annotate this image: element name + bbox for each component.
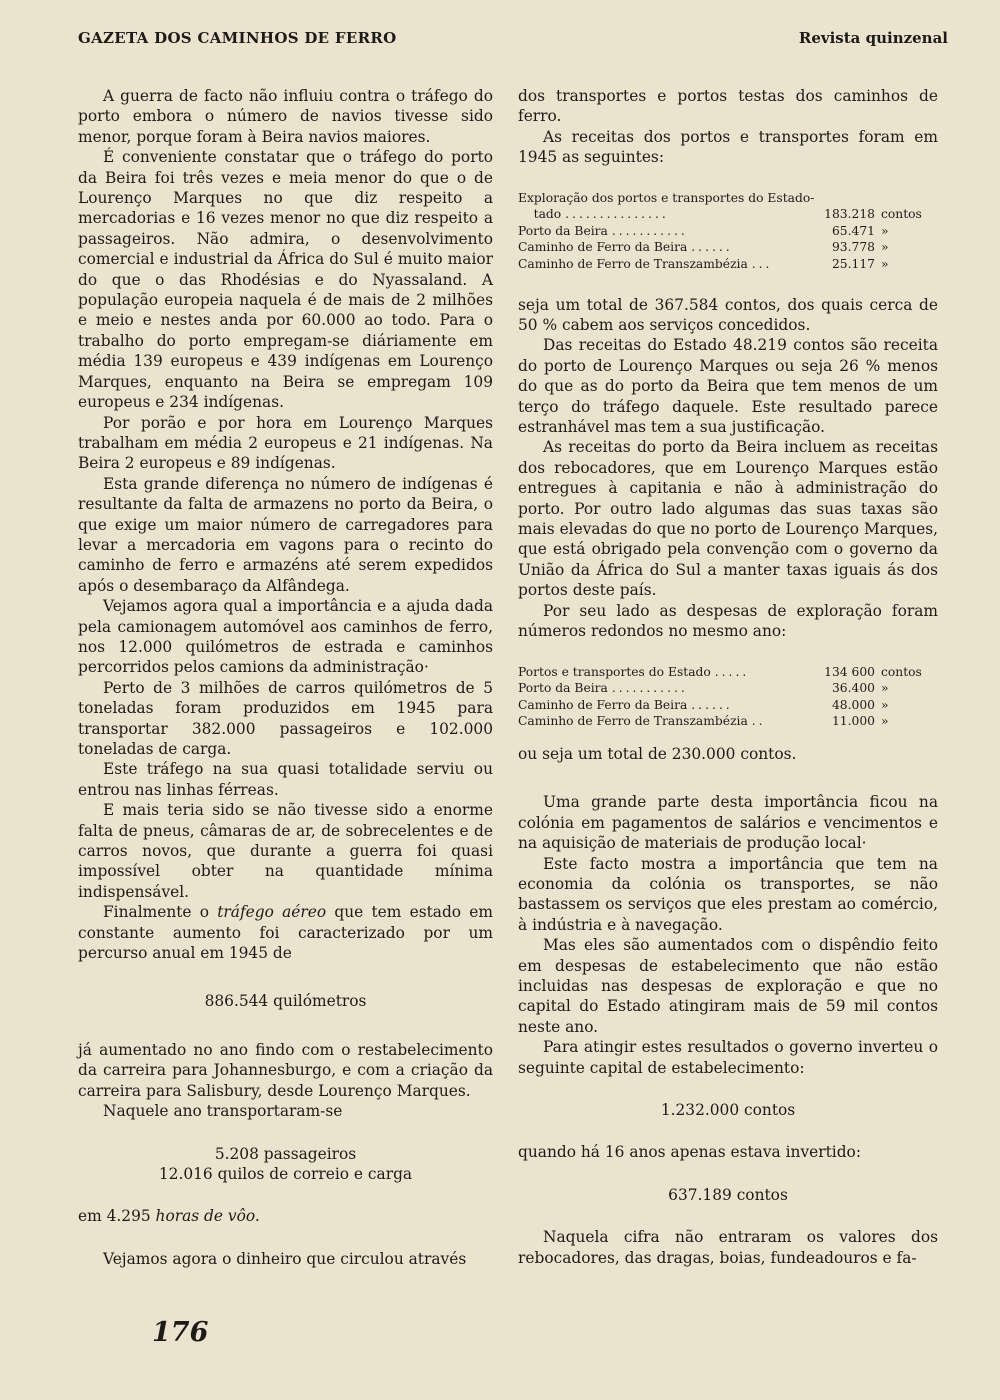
running-header-subtitle: Revista quinzenal bbox=[798, 29, 948, 47]
paragraph: Vejamos agora o dinheiro que circulou através bbox=[103, 1249, 467, 1268]
left-column bbox=[78, 86, 493, 1269]
row-label: Caminho de Ferro de Transzambézia bbox=[518, 257, 748, 271]
table-cell-label: Caminho de Ferro da Beira ...... bbox=[518, 240, 733, 255]
highlight-figure: 886.544 quilómetros bbox=[204, 992, 367, 1011]
table-cell-unit: » bbox=[881, 240, 889, 255]
row-label: Porto da Beira bbox=[518, 681, 608, 696]
paragraph: É conveniente constatar que o tráfego do porto da Beira foi três vezes e meia menor do que o de Lourenço Marques no que diz respeito a mercadorias e 16 vezes menor no que diz respeito a passageiros. Não admira, o desenvolvimento comercial e industrial da África do Sul é muito maior do que o das Rhodésias e do Nyassaland. A população europeia naquela é de mais de 2 milhões e meio e nestes anda por 60.000 ao todo. Para o trabalho do porto empregam-se diáriamente em média 139 europeus e 439 indígenas em Lourenço Marques, enquanto na Beira se empregam 109 europeus e 234 indígenas. bbox=[78, 148, 493, 412]
receipts-table bbox=[518, 190, 938, 273]
table-cell-label: Caminho de Ferro de Transzambézia .. bbox=[518, 714, 766, 729]
paragraph: dos transportes e portos testas dos caminhos de ferro. bbox=[518, 87, 938, 126]
highlight-figure: 637.189 contos bbox=[668, 1185, 788, 1204]
paragraph: Vejamos agora qual a importância e a ajuda dada pela camionagem automóvel aos caminhos de ferro, nos 12.000 quilómetros de estrada e caminhos percorridos pelos camions da administração· bbox=[78, 597, 493, 677]
expenses-table bbox=[518, 664, 938, 730]
table-cell-unit: contos bbox=[881, 207, 922, 222]
paragraph: Naquele ano transportaram-se bbox=[103, 1102, 343, 1121]
table-cell-value: 65.471 bbox=[831, 223, 875, 238]
paragraph: Este facto mostra a importância que tem na economia da colónia os transportes, se não bastassem os serviços que eles prestam ao comércio, à indústria e à navegação. bbox=[518, 854, 938, 934]
paragraph bbox=[78, 1206, 493, 1226]
row-label: Portos e transportes do Estado bbox=[518, 664, 711, 679]
table-cell-unit: » bbox=[881, 223, 889, 238]
paragraph: A guerra de facto não influiu contra o tráfego do porto embora o número de navios tivesse sido menor, porque foram à Beira navios maiores. bbox=[78, 87, 493, 146]
table-cell-unit: contos bbox=[881, 664, 922, 679]
highlight-figure: 1.232.000 contos bbox=[660, 1100, 796, 1119]
table-cell-value: 25.117 bbox=[831, 257, 875, 271]
table-row bbox=[518, 680, 938, 697]
paragraph bbox=[78, 902, 493, 963]
table-cell-value: 48.000 bbox=[831, 697, 875, 712]
text-run: em 4.295 bbox=[78, 1207, 156, 1226]
paragraph: Para atingir estes resultados o governo inverteu o seguinte capital de estabelecimento: bbox=[518, 1038, 938, 1077]
table-cell-value: 93.778 bbox=[831, 240, 875, 255]
paragraph: Naquela cifra não entraram os valores dos rebocadores, das dragas, boias, fundeadouros e fa- bbox=[518, 1228, 938, 1267]
text-run: que tem estado em constante aumento foi caracterizado por um percurso anual em 1945 de bbox=[78, 903, 493, 963]
receipts-title: Exploração dos portos e transportes do Estado bbox=[518, 190, 811, 205]
text-run: Finalmente o bbox=[103, 903, 218, 922]
row-label: tado bbox=[533, 207, 562, 222]
running-header-title: GAZETA DOS CAMINHOS DE FERRO bbox=[78, 29, 397, 47]
row-label: Porto da Beira bbox=[518, 223, 608, 238]
table-cell-value: 183.218 bbox=[824, 207, 875, 222]
emphasis: tráfego aéreo bbox=[217, 903, 327, 922]
table-cell-label: Exploração dos portos e transportes do Estado- bbox=[518, 190, 815, 205]
right-column bbox=[518, 86, 938, 1268]
paragraph: Uma grande parte desta importância ficou na colónia em pagamentos de salários e vencimentos e na aquisição de materiais de produção local· bbox=[518, 793, 938, 853]
row-label: Caminho de Ferro da Beira bbox=[518, 697, 688, 712]
paragraph: Este tráfego na sua quasi totalidade serviu ou entrou nas linhas férreas. bbox=[78, 760, 493, 799]
paragraph: Por seu lado as despesas de exploração foram números redondos no mesmo ano: bbox=[518, 601, 938, 641]
table-cell-label: tado ............... bbox=[533, 207, 669, 222]
table-cell-label: Porto da Beira ........... bbox=[518, 681, 688, 696]
row-label: Caminho de Ferro da Beira bbox=[518, 240, 688, 255]
table-row bbox=[518, 223, 938, 240]
paragraph: já aumentado no ano findo com o restabelecimento da carreira para Johannesburgo, e com a criação da carreira para Salisbury, desde Lourenço Marques. bbox=[78, 1040, 493, 1100]
paragraph: seja um total de 367.584 contos, dos quais cerca de 50 % cabem aos serviços concedidos. bbox=[518, 295, 938, 334]
table-cell-label: Caminho de Ferro da Beira ...... bbox=[518, 697, 733, 712]
table-cell-unit: » bbox=[881, 714, 889, 729]
emphasis: horas de vôo. bbox=[155, 1207, 260, 1226]
table-row bbox=[518, 190, 938, 207]
table-cell-value: 11.000 bbox=[831, 714, 875, 729]
paragraph: ou seja um total de 230.000 contos. bbox=[518, 744, 797, 763]
table-cell-value: 36.400 bbox=[831, 681, 875, 696]
table-cell-unit: » bbox=[881, 681, 889, 696]
table-cell-value: 134 600 bbox=[824, 664, 875, 679]
table-row bbox=[518, 697, 938, 714]
row-label: Caminho de Ferro de Transzambézia bbox=[518, 714, 748, 729]
table-cell-label: Portos e transportes do Estado ..... bbox=[518, 664, 750, 679]
table-row bbox=[518, 239, 938, 256]
table-cell-unit: » bbox=[881, 697, 889, 712]
table-row bbox=[518, 206, 938, 223]
table-cell-unit: » bbox=[881, 257, 889, 271]
table-row bbox=[518, 256, 938, 273]
paragraph: As receitas do porto da Beira incluem as receitas dos rebocadores, que em Lourenço Marques estão entregues à capitania e não à administração do porto. Por outro lado algumas das suas taxas são mais elevadas do que no porto de Lourenço Marques, que está obrigado pela convenção com o governo da União da África do Sul a manter taxas iguais ás dos portos deste país. bbox=[518, 438, 938, 600]
table-cell-label: Porto da Beira ........... bbox=[518, 223, 688, 238]
table-row bbox=[518, 713, 938, 730]
paragraph: Mas eles são aumentados com o dispêndio feito em despesas de estabelecimento que não estão incluidas nas despesas de exploração e que no capital do Estado atingiram mais de 59 mil contos neste ano. bbox=[518, 936, 938, 1036]
table-cell-label: Caminho de Ferro de Transzambézia ... bbox=[518, 257, 773, 271]
paragraph: Das receitas do Estado 48.219 contos são receita do porto de Lourenço Marques ou seja 26 % menos do que as do porto da Beira que tem menos de um terço do tráfego daquele. Este resultado parece estranhável mas tem a sua justificação. bbox=[518, 336, 938, 437]
highlight-figure: 12.016 quilos de correio e carga bbox=[158, 1164, 413, 1183]
table-row bbox=[518, 664, 938, 681]
page-number: 176 bbox=[152, 1317, 209, 1348]
paragraph: quando há 16 anos apenas estava invertido: bbox=[518, 1143, 862, 1162]
paragraph: Perto de 3 milhões de carros quilómetros de 5 toneladas foram produzidos em 1945 para transportar 382.000 passageiros e 102.000 toneladas de carga. bbox=[78, 678, 493, 758]
paragraph: Esta grande diferença no número de indígenas é resultante da falta de armazens no porto da Beira, o que exige um maior número de carregadores para levar a mercadoria em vagons para o recinto do caminho de ferro e armazéns até serem expedidos após o desembaraço da Alfândega. bbox=[78, 474, 493, 595]
highlight-figure: 5.208 passageiros bbox=[214, 1144, 357, 1163]
paragraph: E mais teria sido se não tivesse sido a enorme falta de pneus, câmaras de ar, de sobrecelentes e de carros novos, que durante a guerra foi quasi impossível obter na quantidade mínima indispensável. bbox=[78, 801, 493, 901]
paragraph: As receitas dos portos e transportes foram em 1945 as seguintes: bbox=[518, 127, 938, 167]
paragraph: Por porão e por hora em Lourenço Marques trabalham em média 2 europeus e 21 indígenas. Na Beira 2 europeus e 89 indígenas. bbox=[78, 413, 493, 473]
